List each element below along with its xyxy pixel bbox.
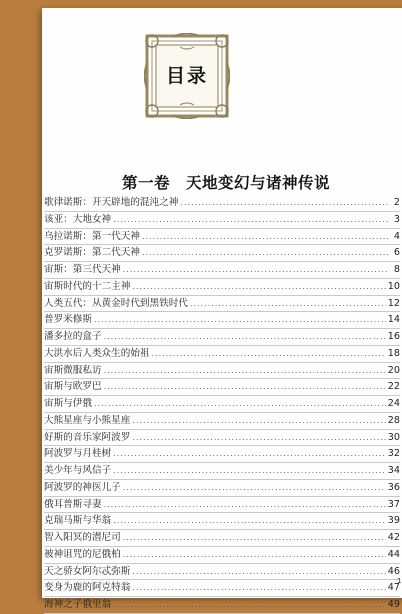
- toc-entry-page: 24: [387, 398, 400, 409]
- toc-entry-page: 4: [393, 230, 400, 242]
- toc-entry[interactable]: [44, 379, 400, 396]
- toc-entry-title: 阿波罗与月桂树: [44, 448, 112, 460]
- toc-entry-title: 宙斯与伊俄: [44, 398, 92, 409]
- toc-leader-dots: [132, 413, 385, 430]
- toc-entry-title: 美少年与风信子: [44, 465, 112, 476]
- toc-entry-page: 36: [387, 481, 400, 493]
- toc-entry[interactable]: [44, 363, 400, 380]
- toc-entry[interactable]: [44, 245, 400, 262]
- toc-list: [44, 195, 400, 614]
- toc-entry-title: 好斯的音乐家阿波罗: [44, 431, 131, 443]
- toc-entry-title: 该亚：大地女神: [44, 213, 112, 225]
- toc-leader-dots: [132, 279, 385, 296]
- toc-leader-dots: [142, 229, 388, 246]
- toc-entry-page: 10: [387, 280, 400, 292]
- toc-leader-dots: [190, 296, 386, 313]
- toc-entry-page: 28: [387, 414, 400, 426]
- toc-entry-title: 宙斯微服私访: [44, 364, 102, 376]
- toc-entry-page: 34: [387, 465, 400, 476]
- toc-entry-page: 20: [387, 364, 400, 376]
- toc-entry-page: 46: [387, 565, 400, 577]
- toc-entry-title: 阿波罗的神医儿子: [44, 481, 121, 493]
- toc-entry-page: 32: [387, 448, 400, 460]
- toc-entry-page: 47: [387, 582, 400, 594]
- toc-entry-page: 16: [387, 331, 400, 342]
- toc-entry-page: 3: [393, 213, 400, 225]
- toc-entry[interactable]: [44, 430, 400, 447]
- toc-entry[interactable]: [44, 580, 400, 597]
- toc-entry-page: 2: [393, 197, 400, 208]
- toc-leader-dots: [113, 597, 386, 614]
- toc-entry-page: 22: [387, 381, 400, 393]
- toc-entry[interactable]: [44, 212, 400, 229]
- toc-entry-title: 克罗诺斯：第二代天神: [44, 247, 140, 259]
- page-number: 1: [397, 577, 402, 585]
- toc-entry[interactable]: [44, 480, 400, 497]
- toc-entry-title: 歌律诺斯：开天辟地的混沌之神: [44, 197, 179, 208]
- toc-entry-page: 49: [387, 599, 400, 610]
- toc-entry[interactable]: [44, 547, 400, 564]
- volume-title: 第一卷 天地变幻与诸神传说: [121, 173, 330, 192]
- toc-entry[interactable]: [44, 329, 400, 346]
- toc-entry-page: 30: [387, 431, 400, 443]
- toc-entry[interactable]: [44, 513, 400, 530]
- toc-leader-dots: [132, 430, 385, 447]
- toc-entry[interactable]: [44, 597, 400, 614]
- toc-entry-title: 被神诅咒的尼俄柏: [44, 548, 121, 560]
- toc-entry[interactable]: [44, 446, 400, 463]
- toc-entry-title: 天之骄女阿尔忒弥斯: [44, 565, 131, 577]
- toc-entry[interactable]: [44, 229, 400, 246]
- toc-leader-dots: [123, 262, 388, 279]
- toc-leader-dots: [132, 564, 385, 581]
- toc-entry-title: 乌拉诺斯：第一代天神: [44, 230, 140, 242]
- toc-entry-title: 变身为鹿的阿克特翁: [44, 582, 131, 594]
- toc-entry-title: 宙斯时代的十二主神: [44, 280, 131, 292]
- toc-entry-page: 18: [387, 347, 400, 359]
- toc-entry[interactable]: [44, 312, 400, 329]
- toc-entry-title: 智入阳冥的潜尼司: [44, 532, 121, 543]
- toc-leader-dots: [132, 580, 385, 597]
- toc-entry-title: 人类五代：从黄金时代到黑铁时代: [44, 297, 188, 309]
- toc-entry-page: 44: [387, 548, 400, 560]
- toc-leader-dots: [180, 195, 388, 212]
- toc-leader-dots: [104, 329, 386, 346]
- toc-leader-dots: [113, 446, 386, 463]
- toc-entry-page: 12: [387, 297, 400, 309]
- toc-entry[interactable]: [44, 497, 400, 514]
- toc-entry[interactable]: [44, 413, 400, 430]
- toc-entry-title: 宙斯：第三代天神: [44, 264, 121, 275]
- toc-leader-dots: [104, 379, 386, 396]
- toc-entry-title: 大熊星座与小熊星座: [44, 414, 131, 426]
- toc-entry[interactable]: [44, 530, 400, 547]
- toc-leader-dots: [94, 312, 386, 329]
- toc-entry-page: 8: [393, 264, 400, 275]
- toc-entry-title: 宙斯与欧罗巴: [44, 381, 102, 393]
- toc-entry[interactable]: [44, 463, 400, 480]
- toc-entry[interactable]: [44, 262, 400, 279]
- toc-entry-page: 14: [387, 314, 400, 326]
- toc-leader-dots: [104, 363, 386, 380]
- toc-entry[interactable]: [44, 195, 400, 212]
- toc-leader-dots: [152, 346, 386, 363]
- toc-entry-title: 大洪水后人类众生的始祖: [44, 347, 150, 359]
- toc-leader-dots: [123, 480, 386, 497]
- toc-leader-dots: [123, 547, 386, 564]
- toc-entry-title: 普罗米修斯: [44, 314, 92, 326]
- toc-entry-page: 39: [387, 515, 400, 527]
- toc-entry[interactable]: [44, 564, 400, 581]
- toc-entry-page: 6: [393, 247, 400, 259]
- toc-leader-dots: [113, 463, 386, 480]
- toc-entry-page: 42: [387, 532, 400, 543]
- toc-entry[interactable]: [44, 396, 400, 413]
- toc-leader-dots: [113, 212, 388, 229]
- toc-entry-title: 潘多拉的盒子: [44, 331, 102, 342]
- toc-entry[interactable]: [44, 279, 400, 296]
- toc-leader-dots: [94, 396, 386, 413]
- toc-entry[interactable]: [44, 346, 400, 363]
- toc-leader-dots: [123, 530, 386, 547]
- toc-leader-dots: [113, 513, 386, 530]
- toc-leader-dots: [104, 497, 386, 514]
- toc-heading: 目录: [165, 65, 208, 87]
- toc-entry[interactable]: [44, 296, 400, 313]
- toc-entry-title: 俄耳普斯寻妻: [44, 498, 102, 510]
- toc-entry-title: 海神之子俄里翁: [44, 599, 112, 610]
- ornamental-frame: [144, 33, 230, 119]
- toc-leader-dots: [142, 245, 388, 262]
- toc-entry-title: 克瑞马斯与华翁: [44, 515, 112, 527]
- toc-entry-page: 37: [387, 498, 400, 510]
